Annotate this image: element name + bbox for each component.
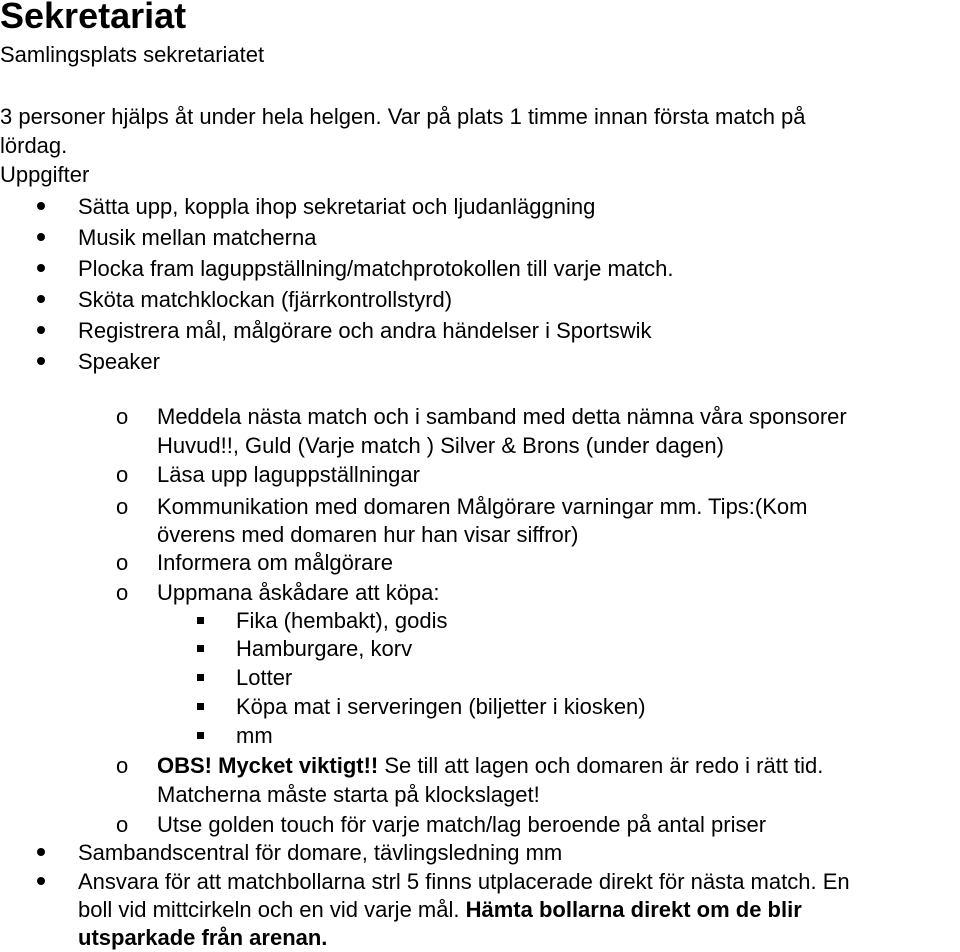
- bullet-dot-icon: [37, 202, 45, 210]
- intro-line-2: lördag.: [0, 133, 68, 158]
- bullet-circle-icon: o: [116, 462, 129, 487]
- task-item: Speaker: [78, 349, 160, 374]
- bullet-circle-icon: o: [116, 580, 129, 605]
- task-item: Plocka fram laguppställning/matchprotokollen till varje match.: [78, 256, 674, 281]
- speaker-item-continued: överens med domaren hur han visar siffror): [157, 522, 579, 547]
- bullet-square-icon: [197, 645, 204, 652]
- speaker-item-continued: Matcherna måste starta på klockslaget!: [157, 782, 540, 807]
- task-item: Sambandscentral för domare, tävlingsledning mm: [78, 840, 563, 865]
- bullet-dot-icon: [37, 848, 45, 856]
- task-item: Registrera mål, målgörare och andra händelser i Sportswik: [78, 318, 652, 343]
- buy-item: Köpa mat i serveringen (biljetter i kiosken): [236, 694, 646, 719]
- buy-item: Lotter: [236, 665, 293, 690]
- bullet-square-icon: [197, 732, 204, 739]
- bullet-dot-icon: [37, 357, 45, 365]
- speaker-item-obs: [157, 751, 823, 780]
- bullet-circle-icon: o: [116, 494, 129, 519]
- speaker-item: Läsa upp laguppställningar: [157, 462, 420, 487]
- speaker-item: Kommunikation med domaren Målgörare varningar mm. Tips:(Kom: [157, 494, 808, 519]
- bullet-circle-icon: o: [116, 753, 129, 778]
- subtitle: Samlingsplats sekretariatet: [0, 42, 265, 67]
- bullet-dot-icon: [37, 264, 45, 272]
- obs-emphasis: OBS! Mycket viktigt!!: [157, 753, 379, 778]
- task-item: Ansvara för att matchbollarna strl 5 finns utplacerade direkt för nästa match. En: [78, 869, 850, 894]
- obs-text: Se till att lagen och domaren är redo i rätt tid.: [378, 753, 824, 778]
- buy-item: Hamburgare, korv: [236, 636, 413, 661]
- bullet-circle-icon: o: [116, 550, 129, 575]
- tasks-heading: Uppgifter: [0, 162, 90, 187]
- task-item: Sköta matchklockan (fjärrkontrollstyrd): [78, 287, 453, 312]
- page-title: Sekretariat: [0, 0, 187, 36]
- intro-line-1: 3 personer hjälps åt under hela helgen. Var på plats 1 timme innan första match på: [0, 104, 806, 129]
- balls-text: boll vid mittcirkeln och en vid varje mål.: [78, 897, 466, 922]
- speaker-item: Informera om målgörare: [157, 550, 393, 575]
- task-item-continued: [78, 923, 327, 952]
- speaker-item: Uppmana åskådare att köpa:: [157, 580, 440, 605]
- task-item-continued: [78, 895, 802, 924]
- buy-item: Fika (hembakt), godis: [236, 608, 448, 633]
- bullet-circle-icon: o: [116, 812, 129, 837]
- bullet-dot-icon: [37, 326, 45, 334]
- speaker-item: Meddela nästa match och i samband med detta nämna våra sponsorer: [157, 404, 847, 429]
- speaker-item-continued: Huvud!!, Guld (Varje match ) Silver & Brons (under dagen): [157, 433, 724, 458]
- balls-emphasis: utsparkade från arenan.: [78, 925, 328, 950]
- balls-emphasis: Hämta bollarna direkt om de blir: [465, 897, 802, 922]
- bullet-dot-icon: [37, 877, 45, 885]
- task-item: Musik mellan matcherna: [78, 225, 317, 250]
- bullet-dot-icon: [37, 233, 45, 241]
- bullet-square-icon: [197, 703, 204, 710]
- bullet-square-icon: [197, 674, 204, 681]
- buy-item: mm: [236, 723, 273, 748]
- bullet-dot-icon: [37, 295, 45, 303]
- speaker-item: Utse golden touch för varje match/lag beroende på antal priser: [157, 812, 767, 837]
- task-item: Sätta upp, koppla ihop sekretariat och ljudanläggning: [78, 194, 596, 219]
- bullet-square-icon: [197, 617, 204, 624]
- bullet-circle-icon: o: [116, 404, 129, 429]
